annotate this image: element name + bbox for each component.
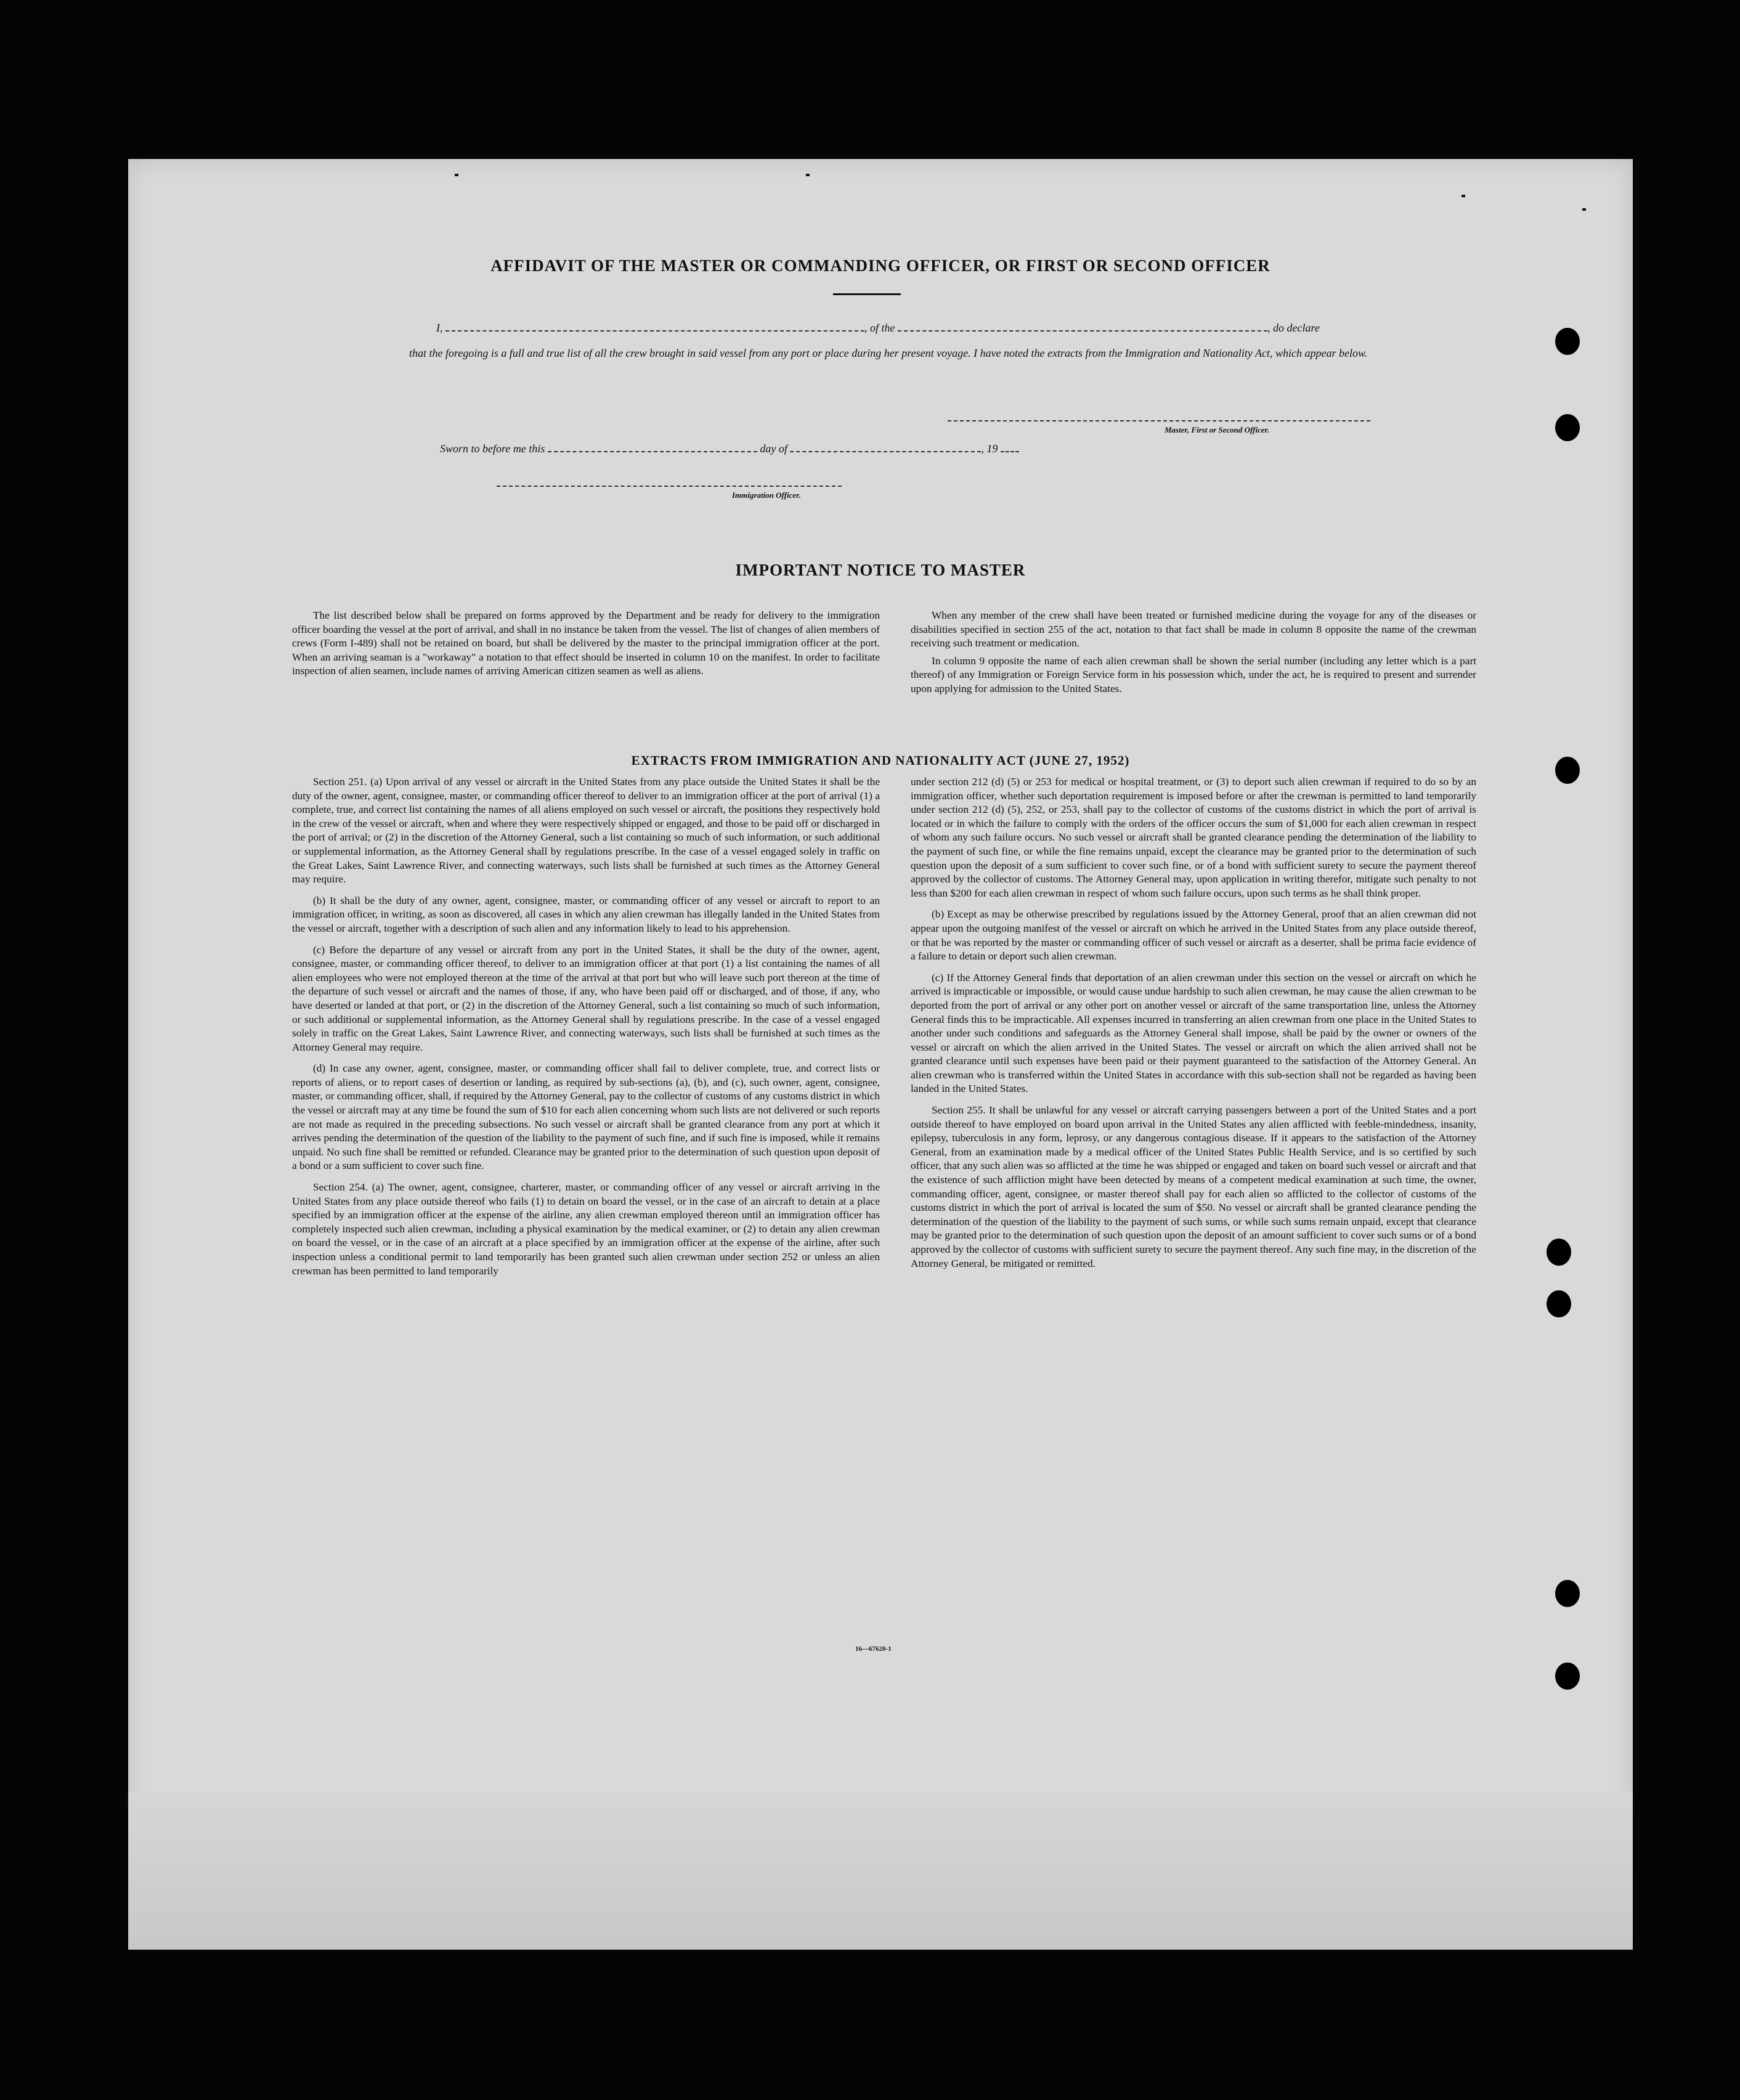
vessel-field[interactable] <box>898 322 1267 332</box>
notice-paragraph: The list described below shall be prepared on forms approved by the Department and be ready for delivery to the immigration officer boarding the vessel at the port of arrival, and shall in no instance be taken from the vessel. The list of changes of alien members of crews (Form I-489) shall not be retained on board, but shall be delivered by the master to the principal immigration officer at the port. When an arriving seaman is a "workaway" a notation to that effect should be inserted in column 10 on the manifest. In order to facilitate inspection of alien seamen, include names of arriving American citizen seamen as well as aliens. <box>292 609 880 677</box>
officer-signature-line[interactable] <box>497 486 842 487</box>
act-paragraph: under section 212 (d) (5) or 253 for medical or hospital treatment, or (3) to deport such alien crewman if required to do so by an immigration officer, whether such deportation requirement is imposed before or after the crewman is permitted to land temporarily under section 212 (d) (5), 252, or 253, shall pay to the collector of customs of the customs district in which the port of arrival is located or in which the failure to comply with the orders of the officer occurs the sum of $1,000 for each alien crewman in respect of whom any such failure occurs. No such vessel or aircraft shall be granted clearance pending the determination of the liability to the payment of such fine, or while the fine remains unpaid, except the clearance may be granted prior to the determination of such question upon the deposit of a sum sufficient to cover such fine, or of a bond with sufficient surety to secure the payment thereof approved by the collector of customs. The Attorney General may, upon application in writing therefor, mitigate such penalty to not less than $200 for each alien crewman in respect of whom such failure occurs, upon such terms as he shall think proper. <box>911 776 1476 899</box>
sworn-start: Sworn to before me this <box>440 442 545 455</box>
declaration-mid: , of the <box>864 322 895 334</box>
declaration-statement: that the foregoing is a full and true list of all the crew brought in said vessel from any port or place during her present voyage. I have noted the extracts from the Immigration and Nationality Act, which appear below. <box>409 347 1368 359</box>
title-rule <box>833 293 901 295</box>
name-field[interactable] <box>445 322 864 332</box>
extracts-left-column <box>292 775 880 1285</box>
notice-title: IMPORTANT NOTICE TO MASTER <box>735 561 1026 579</box>
notice-left-column <box>292 609 880 682</box>
act-paragraph: (b) It shall be the duty of any owner, agent, consignee, master, or commanding officer of any vessel or aircraft to report to an immigration officer, in writing, as soon as discovered, all cases in which any alien crewman has illegally landed in the United States from the vessel or aircraft, together with a description of such alien and any information likely to lead to his apprehension. <box>292 894 880 934</box>
sworn-year-field[interactable] <box>1001 442 1019 452</box>
declaration-line <box>436 322 1320 335</box>
notice-right-column <box>911 609 1476 700</box>
master-caption: Master, First or Second Officer. <box>1165 425 1270 434</box>
speck <box>455 174 458 176</box>
act-paragraph: (c) If the Attorney General finds that deportation of an alien crewman under this section on the vessel or aircraft on which he arrived is impracticable or impossible, or would cause undue hardship to such alien crewman, he may cause the alien crewman to be deported from the port of arrival or any other port on another vessel or aircraft of the same transportation line, unless the Attorney General finds this to be impracticable. All expenses incurred in transferring an alien crewman from one place in the United States to another under such conditions and safeguards as the Attorney General shall impose, shall be paid by the owner or owners of the vessel or aircraft on which the alien arrived in the United States. The vessel or aircraft on which the alien arrived shall not be granted clearance until such expenses have been paid or their payment guaranteed to the satisfaction of the Attorney General. An alien crewman who is transferred within the United States in accordance with this sub-section shall not be regarded as having been landed in the United States. <box>911 971 1476 1095</box>
sworn-line <box>440 442 1019 455</box>
speck <box>1462 195 1465 197</box>
extracts-right-column <box>911 775 1476 1278</box>
page-bottom-strip <box>128 1792 1633 1950</box>
act-paragraph: (c) Before the departure of any vessel or aircraft from any port in the United States, it shall be the duty of the owner, agent, consignee, master, or commanding officer thereof, to deliver to an immigration officer at that port (1) a list containing the names of all alien employees who were not employed thereon at the time of the arrival at that port but who will leave such port thereon at the time of the departure of such vessel or aircraft and the names of those, if any, who have been paid off or discharged, and of those, if any, who have deserted or landed at that port, or (2) in the discretion of the Attorney General, such a list containing so much of such information, or such additional or supplemental information, as the Attorney General shall by regulations prescribe. In the case of a vessel engaged solely in traffic on the Great Lakes, Saint Lawrence River, and connecting waterways, such lists shall be furnished at such times as the Attorney General may require. <box>292 943 880 1053</box>
form-code: 16—67620-1 <box>855 1645 892 1653</box>
punch-hole <box>1555 1662 1580 1690</box>
act-paragraph: Section 251. (a) Upon arrival of any vessel or aircraft in the United States from any place outside the United States it shall be the duty of the owner, agent, consignee, master, or commanding officer thereof to deliver to an immigration officer at the port of arrival (1) a complete, true, and correct list containing the names of all aliens employed on such vessel or aircraft, the positions they respectively hold in the crew of the vessel or aircraft, when and where they were respectively shipped or engaged, and those to be paid off or discharged in the port of arrival; or (2) in the discretion of the Attorney General, such a list containing so much of such information, or such additional or supplemental information, as the Attorney General shall by regulations prescribe. In the case of a vessel engaged solely in traffic on the Great Lakes, Saint Lawrence River, and connecting waterways, such lists shall be furnished at such times as the Attorney General may require. <box>292 776 880 885</box>
sworn-year-label: , 19 <box>981 442 998 455</box>
act-paragraph: (d) In case any owner, agent, consignee, master, or commanding officer shall fail to deliver complete, true, and correct lists or reports of aliens, or to report cases of desertion or landing, as required by sub-sections (a), (b), and (c), such owner, agent, consignee, master, or commanding officer, shall, if required by the Attorney General, pay to the collector of customs of any customs district in which the vessel or aircraft may at any time be found the sum of $10 for each alien concerning whom such lists are not delivered or such reports are not made as required in the preceding subsections. No such vessel or aircraft shall be granted clearance from any port at which it arrives pending the determination of the question of the liability to the payment of such fine, and if such fine is imposed, while it remains unpaid. No such fine shall be remitted or refunded. Clearance may be granted prior to the determination of such question upon deposit of a bond or a sum sufficient to cover such fine. <box>292 1062 880 1172</box>
act-paragraph: Section 254. (a) The owner, agent, consignee, charterer, master, or commanding officer of any vessel or aircraft arriving in the United States from any place outside thereof who fails (1) to detain on board the vessel, or in the case of an aircraft to detain at a place specified by an immigration officer at the expense of the airline, any alien crewman employed thereon until an immigration officer has completely inspected such alien crewman, including a physical examination by the medical examiner, or (2) to detain any alien crewman on board the vessel, or in the case of an aircraft at a place specified by an immigration officer at the expense of the airline, after such inspection unless a conditional permit to land temporarily has been granted such alien crewman under section 252 or unless an alien crewman has been permitted to land temporarily <box>292 1181 880 1277</box>
extracts-title: EXTRACTS FROM IMMIGRATION AND NATIONALITY ACT (JUNE 27, 1952) <box>631 753 1130 768</box>
punch-hole <box>1555 1580 1580 1607</box>
punch-hole <box>1555 414 1580 441</box>
form-page <box>128 159 1633 1950</box>
punch-hole <box>1547 1290 1571 1317</box>
speck <box>806 174 810 176</box>
punch-hole <box>1547 1239 1571 1266</box>
act-paragraph: (b) Except as may be otherwise prescribed by regulations issued by the Attorney General, proof that an alien crewman did not appear upon the outgoing manifest of the vessel or aircraft on which he arrived in the United States from any place outside thereof, or that he was reported by the master or commanding officer of such vessel or aircraft as a deserter, shall be prima facie evidence of a failure to detain or deport such alien crewman. <box>911 908 1476 962</box>
officer-caption: Immigration Officer. <box>732 490 801 500</box>
speck <box>1582 208 1586 211</box>
notice-paragraph: In column 9 opposite the name of each alien crewman shall be shown the serial number (including any letter which is a part thereof) of any Immigration or Foreign Service form in his possession which, under the act, he is required to present and surrender upon applying for admission to the United States. <box>911 654 1476 694</box>
affidavit-title: AFFIDAVIT OF THE MASTER OR COMMANDING OFFICER, OR FIRST OR SECOND OFFICER <box>490 256 1270 275</box>
notice-paragraph: When any member of the crew shall have been treated or furnished medicine during the voyage for any of the diseases or disabilities specified in section 255 of the act, notation to that fact shall be made in column 8 opposite the name of the crewman receiving such treatment or medication. <box>911 609 1476 649</box>
act-paragraph: Section 255. It shall be unlawful for any vessel or aircraft carrying passengers between a port of the United States and a port outside thereof to have employed on board upon arrival in the United States any alien afflicted with feeble-mindedness, insanity, epilepsy, tuberculosis in any form, leprosy, or any dangerous contagious disease. If it appears to the satisfaction of the Attorney General, from an examination made by a medical officer of the United States Public Health Service, and is so certified by such officer, that any such alien was so afflicted at the time he was shipped or engaged and taken on board such vessel or aircraft and that the existence of such affliction might have been detected by means of a competent medical examination at such time, the owner, commanding officer, agent, consignee, or master thereof shall pay for each alien so afflicted to the collector of customs of the customs district in which the port of arrival is located the sum of $50. No vessel or aircraft shall be granted clearance pending the determination of the question of the liability to the payment of such sums, or while such sums remain unpaid, except that clearance may be granted prior to the determination of such question upon the deposit of an amount sufficient to cover such sums or of a bond approved by the collector of customs with sufficient surety to secure the payment thereof. Any such fine may, in the discretion of the Attorney General, be mitigated or remitted. <box>911 1104 1476 1269</box>
master-signature-line[interactable] <box>948 420 1370 421</box>
punch-hole <box>1555 328 1580 355</box>
declaration-end: , do declare <box>1267 322 1320 334</box>
sworn-month-field[interactable] <box>790 442 981 452</box>
declaration-start: I, <box>436 322 443 334</box>
sworn-day-label: day of <box>760 442 787 455</box>
sworn-day-field[interactable] <box>548 442 757 452</box>
